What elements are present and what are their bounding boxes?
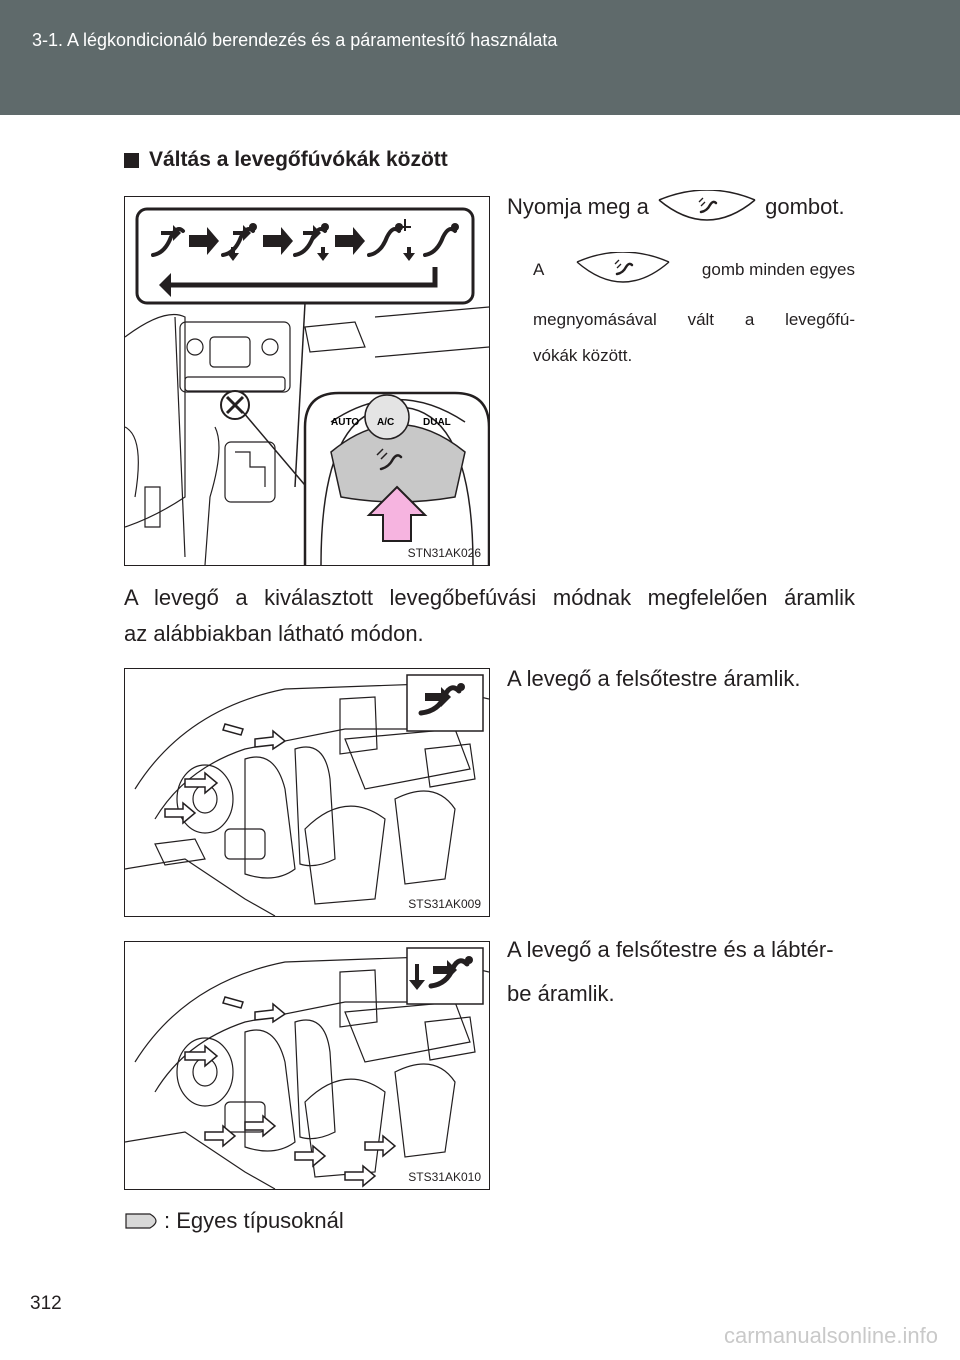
figure-code: STS31AK010	[408, 1170, 481, 1184]
press-after-text: gombot.	[765, 194, 845, 219]
car-interior-illustration	[125, 669, 489, 916]
ac-button-label: A/C	[377, 417, 395, 428]
note-line-2: megnyomásával vált a levegőfú-	[533, 310, 855, 329]
watermark: carmanualsonline.info	[723, 1323, 938, 1348]
mode2-line-1: A levegő a felsőtestre és a lábtér-	[507, 937, 834, 962]
section-title-text: Váltás a levegőfúvókák között	[149, 148, 448, 171]
figure-upper-body-and-feet-flow	[124, 941, 490, 1190]
section-title	[124, 148, 448, 172]
mode-upper-body: A levegő a felsőtestre áramlik.	[507, 666, 801, 691]
dual-button-label: DUAL	[423, 417, 451, 428]
paragraph-line-1: A levegő a kiválasztott levegőbefúvási módnak megfelelően áramlik	[124, 585, 855, 610]
note-rest-text: gomb minden egyes	[701, 260, 855, 279]
optional-equipment-arrow-icon	[124, 1208, 164, 1234]
dashboard-illustration	[125, 197, 489, 565]
car-interior-illustration-2	[125, 942, 489, 1189]
paragraph-line-2: az alábbiakban látható módon.	[124, 621, 424, 646]
page-header	[0, 0, 960, 115]
page-number: 312	[30, 1293, 62, 1314]
mode-button-icon	[655, 190, 759, 226]
auto-button-label: AUTO	[331, 417, 360, 428]
figure-upper-body-flow	[124, 668, 490, 917]
mode2-line-2: be áramlik.	[507, 981, 615, 1006]
figure-code: STS31AK009	[408, 897, 481, 911]
press-before-text: Nyomja meg a	[507, 194, 649, 219]
figure-code: STN31AK026	[407, 546, 481, 560]
note-line-1	[533, 252, 855, 288]
square-bullet-icon	[124, 153, 139, 168]
body-paragraph	[124, 580, 855, 652]
note-line-3: vókák között.	[533, 346, 633, 365]
mode-button-small-icon	[573, 252, 673, 288]
note-a-text: A	[533, 260, 545, 279]
button-note	[533, 252, 855, 374]
mode-upper-body-and-feet	[507, 932, 857, 1012]
press-instruction	[507, 189, 857, 226]
legend	[124, 1203, 344, 1239]
legend-text: : Egyes típusoknál	[164, 1208, 344, 1233]
chapter-title: 3-1. A légkondicionáló berendezés és a páramentesítő használata	[32, 30, 558, 50]
figure-control-panel	[124, 196, 490, 566]
